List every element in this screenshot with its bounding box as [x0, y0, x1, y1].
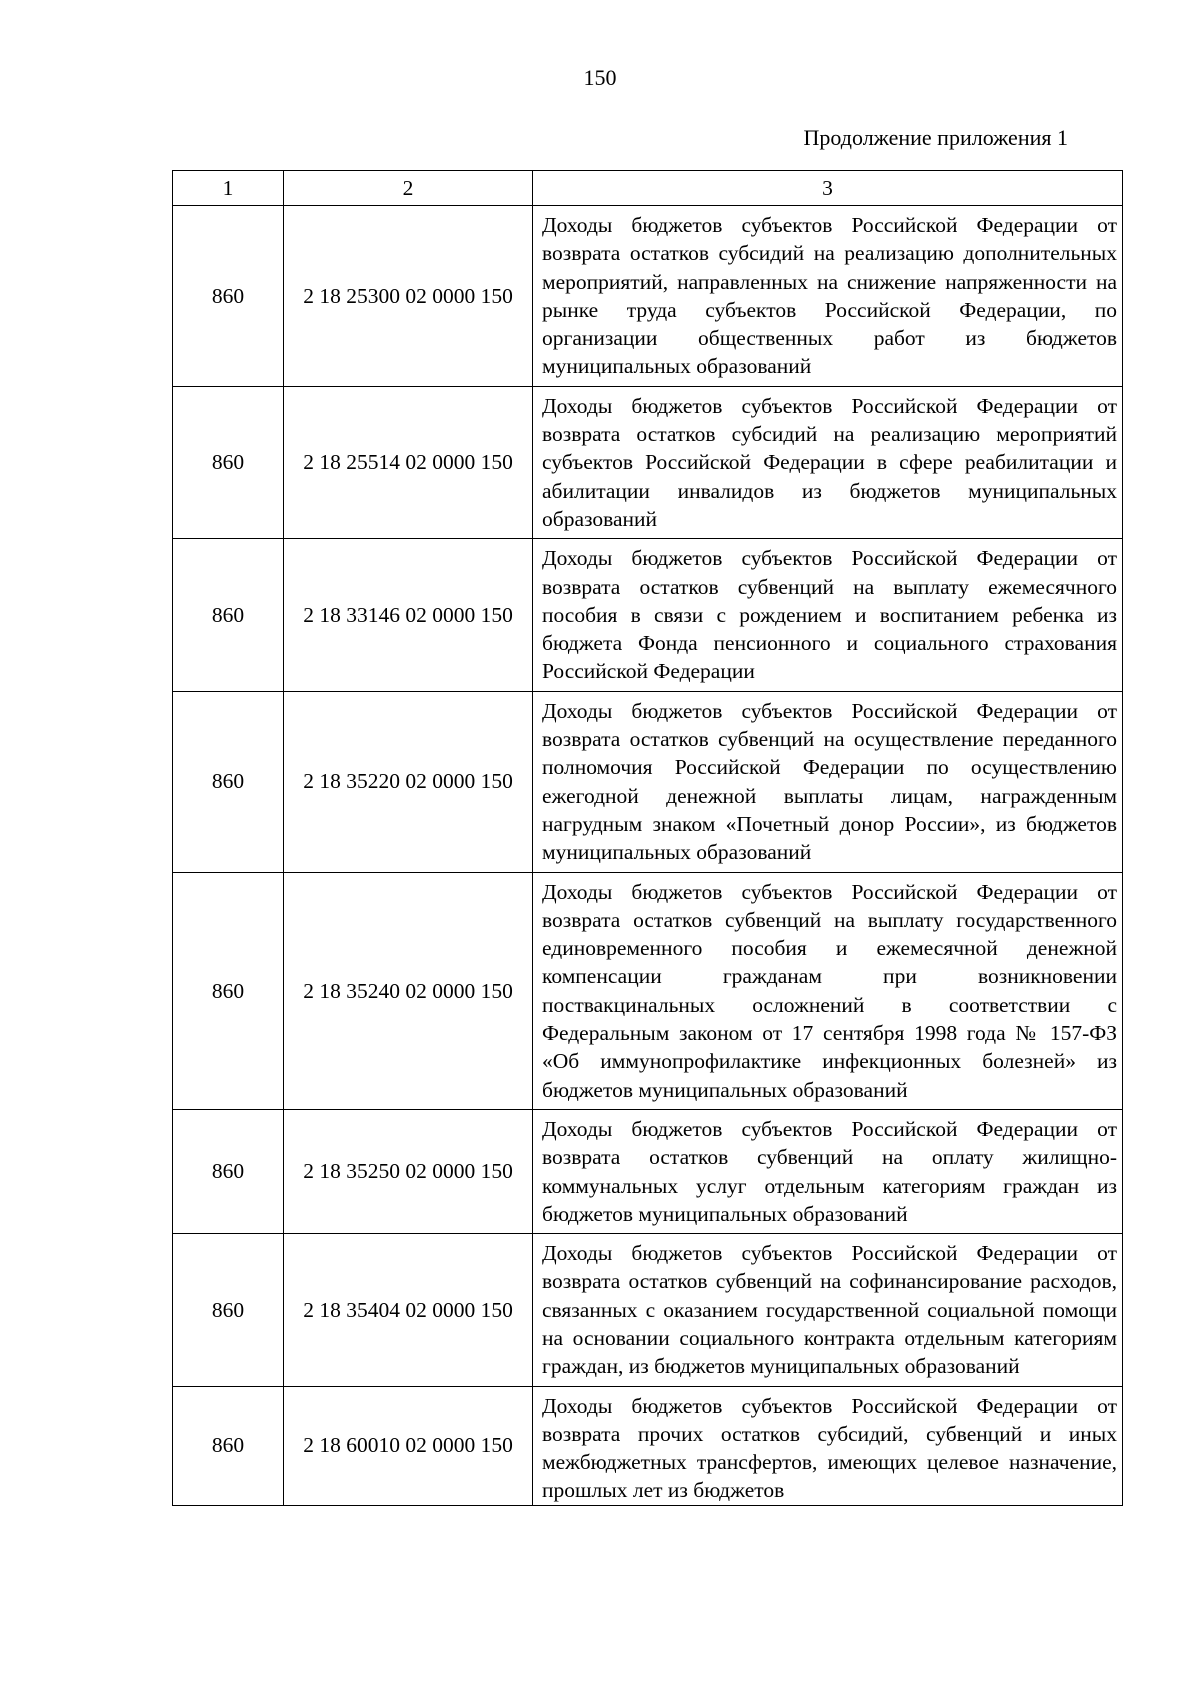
- description-cell: Доходы бюджетов субъектов Российской Федерации от возврата остатков субсидий на реализацию мероприятий субъектов Российской Федерации в сфере реабилитации и абилитации инвалидов из бюджетов муниципальных образований: [533, 386, 1123, 538]
- admin-code-cell: 860: [173, 539, 284, 691]
- table-row: [173, 1109, 1123, 1233]
- description-cell: [533, 1386, 1123, 1505]
- admin-code-cell: 860: [173, 1386, 284, 1505]
- column-header-3: 3: [533, 171, 1123, 206]
- income-code-cell: 2 18 60010 02 0000 150: [284, 1386, 533, 1505]
- admin-code-cell: 860: [173, 691, 284, 872]
- description-cell: Доходы бюджетов субъектов Российской Федерации от возврата остатков субсидий на реализацию дополнительных мероприятий, направленных на снижение напряженности на рынке труда субъектов Российской Федерации, по организации общественных работ из бюджетов муниципальных образований: [533, 206, 1123, 387]
- table-row: [173, 386, 1123, 538]
- admin-code-cell: 860: [173, 386, 284, 538]
- table-row: [173, 872, 1123, 1109]
- table-row: [173, 691, 1123, 872]
- income-code-cell: 2 18 25300 02 0000 150: [284, 206, 533, 387]
- page-number: 150: [583, 65, 617, 90]
- admin-code-cell: 860: [173, 206, 284, 387]
- column-header-1: 1: [173, 171, 284, 206]
- description-text-continues: Доходы бюджетов субъектов Российской Федерации от возврата прочих остатков субсидий, субвенций и иных межбюджетных трансфертов, имеющих целевое назначение, прошлых лет из бюджетов: [542, 1393, 1117, 1503]
- table-row: [173, 1234, 1123, 1386]
- table-row: [173, 206, 1123, 387]
- income-code-cell: 2 18 25514 02 0000 150: [284, 386, 533, 538]
- description-cell: Доходы бюджетов субъектов Российской Федерации от возврата остатков субвенций на оплату жилищно-коммунальных услуг отдельным категориям граждан из бюджетов муниципальных образований: [533, 1109, 1123, 1233]
- admin-code-cell: 860: [173, 872, 284, 1109]
- income-code-cell: 2 18 35220 02 0000 150: [284, 691, 533, 872]
- budget-revenue-table: [172, 170, 1123, 1506]
- income-code-cell: 2 18 33146 02 0000 150: [284, 539, 533, 691]
- table-row: [173, 539, 1123, 691]
- appendix-continuation-note: Продолжение приложения 1: [803, 125, 1068, 150]
- description-cell: Доходы бюджетов субъектов Российской Федерации от возврата остатков субвенций на осуществление переданного полномочия Российской Федерации по осуществлению ежегодной денежной выплаты лицам, награжденным нагрудным знаком «Почетный донор России», из бюджетов муниципальных образований: [533, 691, 1123, 872]
- description-cell: Доходы бюджетов субъектов Российской Федерации от возврата остатков субвенций на выплату ежемесячного пособия в связи с рождением и воспитанием ребенка из бюджета Фонда пенсионного и социального страхования Российской Федерации: [533, 539, 1123, 691]
- description-cell: Доходы бюджетов субъектов Российской Федерации от возврата остатков субвенций на выплату государственного единовременного пособия и ежемесячной денежной компенсации гражданам при возникновении поствакцинальных осложнений в соответствии с Федеральным законом от 17 сентября 1998 года № 157-ФЗ «Об иммунопрофилактике инфекционных болезней» из бюджетов муниципальных образований: [533, 872, 1123, 1109]
- table-header-row: [173, 171, 1123, 206]
- description-cell: Доходы бюджетов субъектов Российской Федерации от возврата остатков субвенций на софинансирование расходов, связанных с оказанием государственной социальной помощи на основании социального контракта отдельным категориям граждан, из бюджетов муниципальных образований: [533, 1234, 1123, 1386]
- income-code-cell: 2 18 35404 02 0000 150: [284, 1234, 533, 1386]
- table-row: [173, 1386, 1123, 1505]
- column-header-2: 2: [284, 171, 533, 206]
- admin-code-cell: 860: [173, 1109, 284, 1233]
- income-code-cell: 2 18 35240 02 0000 150: [284, 872, 533, 1109]
- income-code-cell: 2 18 35250 02 0000 150: [284, 1109, 533, 1233]
- admin-code-cell: 860: [173, 1234, 284, 1386]
